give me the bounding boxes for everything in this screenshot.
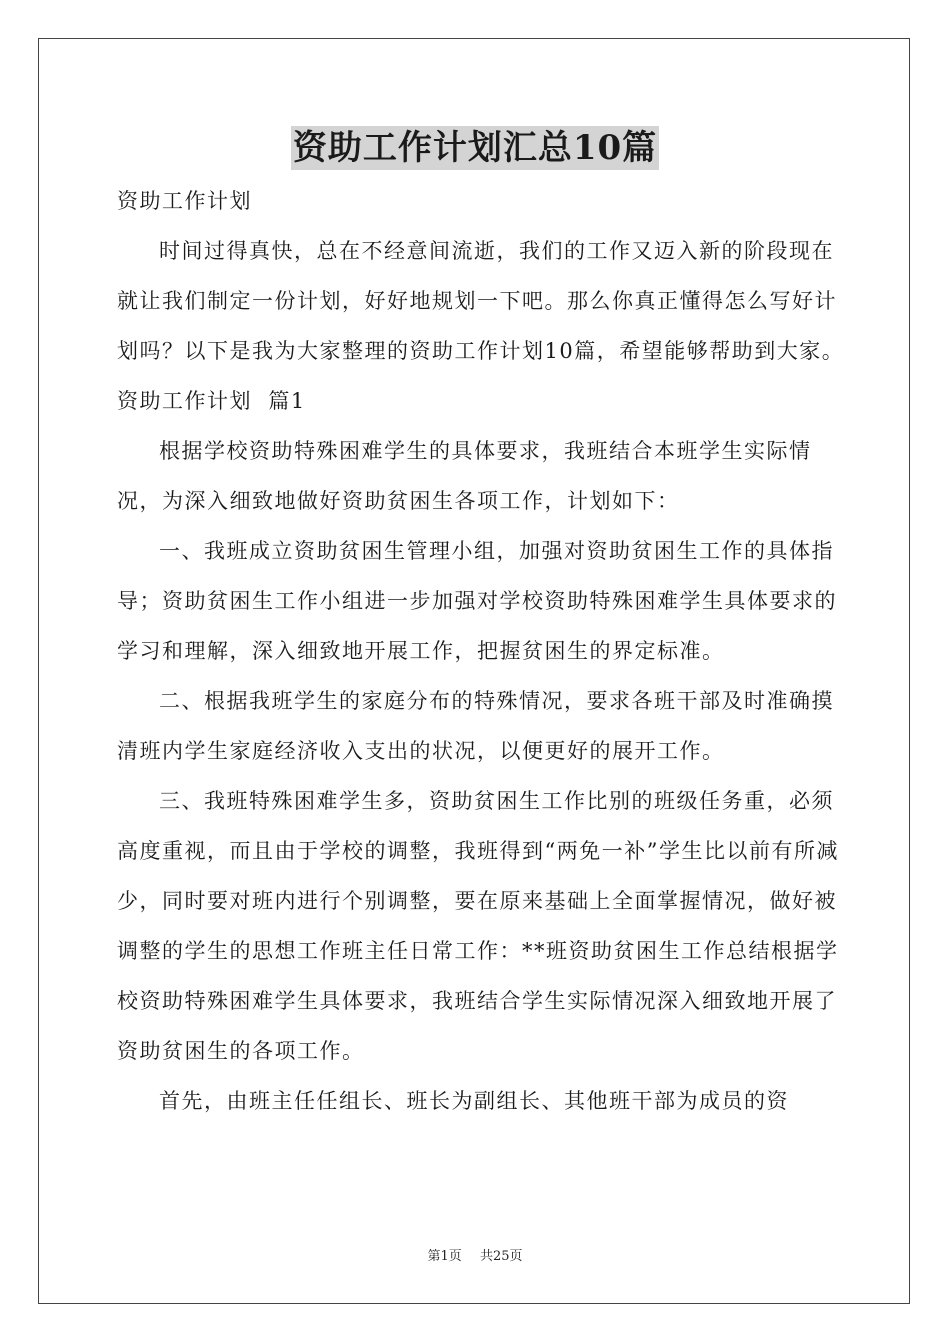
paragraph: 三、我班特殊困难学生多，资助贫困生工作比别的班级任务重，必须高度重视，而且由于学校的调整，我班得到“两免一补”学生比以前有所减少，同时要对班内进行个别调整，要在原来基础上全面掌握情况，做好被调整的学生的思想工作班主任日常工作：**班资助贫困生工作总结根据学校资助特殊困难学生具体要求，我班结合学生实际情况深入细致地开展了资助贫困生的各项工作。 (117, 789, 839, 1063)
page-total: 共25页 (479, 1249, 523, 1264)
document-body (117, 176, 847, 1126)
paragraph: 二、根据我班学生的家庭分布的特殊情况，要求各班干部及时准确摸清班内学生家庭经济收入支出的状况，以便更好的展开工作。 (117, 689, 834, 763)
page-number: 第1页 (427, 1249, 462, 1264)
title-container (0, 126, 950, 170)
paragraph: 一、我班成立资助贫困生管理小组，加强对资助贫困生工作的具体指导；资助贫困生工作小组进一步加强对学校资助特殊困难学生具体要求的学习和理解，深入细致地开展工作，把握贫困生的界定标准。 (117, 539, 837, 663)
paragraph: 首先，由班主任任组长、班长为副组长、其他班干部为成员的资 (159, 1089, 789, 1113)
paragraph: 根据学校资助特殊困难学生的具体要求，我班结合本班学生实际情况，为深入细致地做好资助贫困生各项工作，计划如下： (117, 439, 812, 513)
paragraph: 时间过得真快，总在不经意间流逝，我们的工作又迈入新的阶段现在就让我们制定一份计划，好好地规划一下吧。那么你真正懂得怎么写好计划吗？以下是我为大家整理的资助工作计划10篇，希望能够帮助到大家。 (117, 239, 845, 363)
document-title: 资助工作计划汇总10篇 (292, 128, 658, 168)
page-footer (0, 1245, 950, 1264)
section-heading: 资助工作计划 篇1 (117, 389, 306, 413)
paragraph: 资助工作计划 (117, 189, 252, 213)
